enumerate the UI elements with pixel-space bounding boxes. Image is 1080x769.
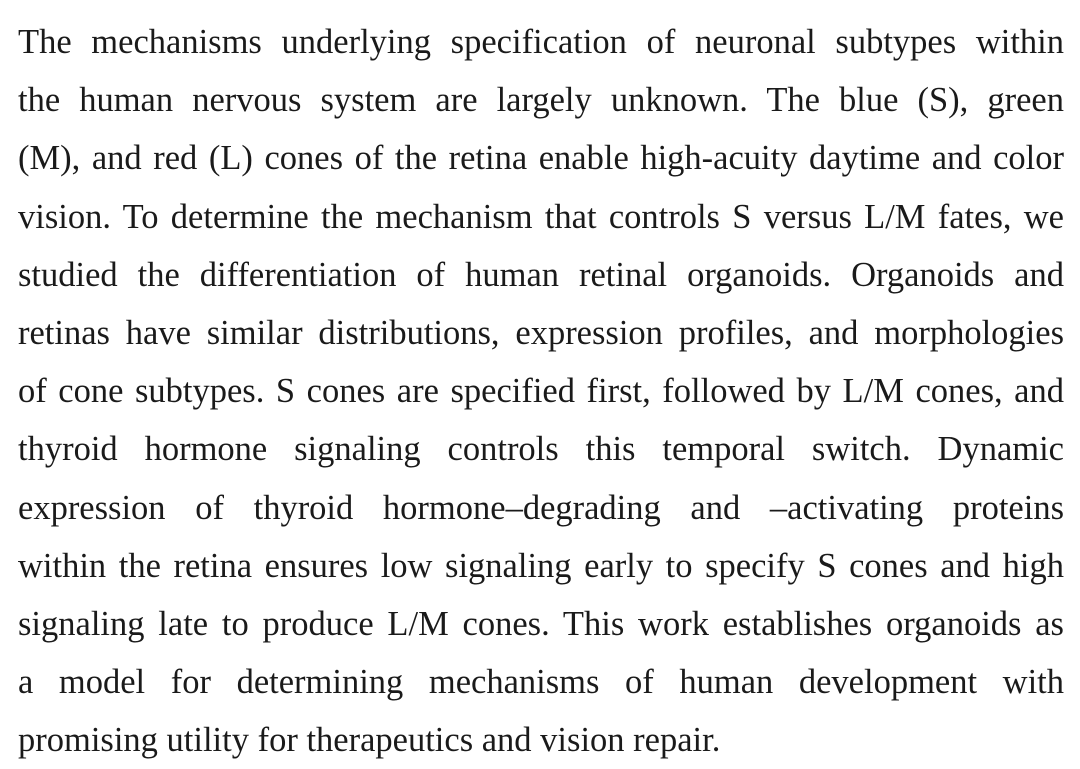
abstract-line-5: studied the differentiation of human retinal organoids. Organoids and: [18, 255, 1064, 294]
abstract-line-1: The mechanisms underlying specification of neuronal subtypes within: [18, 23, 1064, 61]
abstract-line-7: of cone subtypes. S cones are specified first, followed by L/M cones, and: [18, 372, 1064, 411]
abstract-line-9: expression of thyroid hormone–degrading and –activating proteins: [18, 488, 1064, 527]
abstract-line-8: thyroid hormone signaling controls this temporal switch. Dynamic: [18, 430, 1064, 469]
abstract-line-3: (M), and red (L) cones of the retina enable high-acuity daytime and color: [18, 139, 1064, 178]
abstract-line-13: promising utility for therapeutics and vision repair.: [18, 721, 721, 760]
abstract-line-2: the human nervous system are largely unknown. The blue (S), green: [18, 81, 1064, 120]
abstract-line-11: signaling late to produce L/M cones. This work establishes organoids as: [18, 604, 1064, 643]
abstract-line-12: a model for determining mechanisms of human development with: [18, 663, 1064, 702]
abstract-line-10: within the retina ensures low signaling early to specify S cones and high: [18, 546, 1064, 585]
abstract-line-6: retinas have similar distributions, expression profiles, and morphologies: [18, 313, 1064, 352]
abstract-paragraph: [18, 13, 1064, 769]
abstract-line-4: vision. To determine the mechanism that controls S versus L/M fates, we: [18, 197, 1064, 236]
